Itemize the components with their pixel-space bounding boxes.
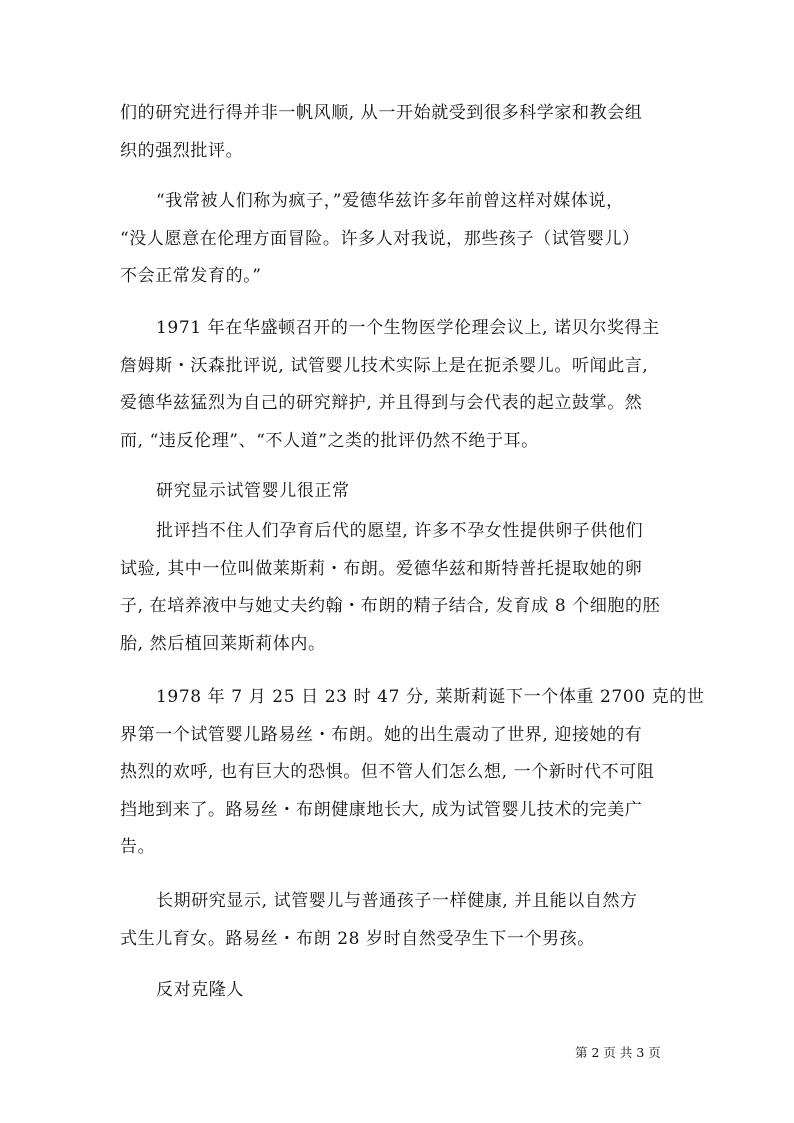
text-line: 织的强烈批评。 (120, 140, 244, 161)
text-line: 批评挡不住人们孕育后代的愿望, 许多不孕女性提供卵子供他们 (156, 521, 644, 541)
paragraph (120, 513, 660, 663)
text-line: 热烈的欢呼, 也有巨大的恐惧。但不管人们怎么想, 一个新时代不可阻 (120, 762, 655, 782)
text-line: 长期研究显示, 试管婴儿与普通孩子一样健康, 并且能以自然方 (156, 891, 638, 911)
text-line: 1971 年在华盛顿召开的一个生物医学伦理会议上, 诺贝尔奖得主 (156, 318, 660, 338)
paragraph (120, 883, 638, 958)
paragraph (120, 95, 642, 170)
text-line: 界第一个试管婴儿路易丝・布朗。她的出生震动了世界, 迎接她的有 (120, 724, 643, 745)
section-heading (120, 473, 350, 511)
text-line: “我常被人们称为疯子，”爱德华兹许多年前曾这样对媒体说， (156, 191, 624, 211)
text-line: 们的研究进行得并非一帆风顺, 从一开始就受到很多科学家和教会组 (120, 103, 643, 123)
paragraph (120, 679, 705, 867)
text-line: 挡地到来了。路易丝・布朗健康地长大, 成为试管婴儿技术的完美广 (120, 799, 643, 820)
text-line: 子, 在培养液中与她丈夫约翰・布朗的精子结合, 发育成 8 个细胞的胚 (120, 596, 661, 616)
text-line: 告。 (120, 837, 156, 857)
paragraph (120, 183, 640, 296)
text-line: 研究显示试管婴儿很正常 (156, 481, 350, 501)
text-line: 反对克隆人 (156, 980, 244, 1000)
text-line: 1978 年 7 月 25 日 23 时 47 分, 莱斯莉诞下一个体重 2700 克的世 (156, 687, 705, 707)
text-line: 爱德华兹猛烈为自己的研究辩护, 并且得到与会代表的起立鼓掌。然 (120, 393, 643, 413)
text-line: 试验, 其中一位叫做莱斯莉・布朗。爱德华兹和斯特普托提取她的卵 (120, 558, 643, 579)
section-heading (120, 972, 244, 1010)
page-number: 第 2 页 共 3 页 (575, 1045, 661, 1060)
text-line: 式生儿育女。路易丝・布朗 28 岁时自然受孕生下一个男孩。 (120, 928, 595, 949)
text-line: 不会正常发育的。” (120, 266, 262, 286)
text-line: 而, “违反伦理”、“不人道”之类的批评仍然不绝于耳。 (120, 430, 539, 451)
text-line: 胎, 然后植回莱斯莉体内。 (120, 633, 326, 654)
paragraph (120, 310, 660, 460)
text-line: “没人愿意在伦理方面冒险。许多人对我说，那些孩子（试管婴儿） (120, 228, 640, 249)
text-line: 詹姆斯・沃森批评说, 试管婴儿技术实际上是在扼杀婴儿。听闻此言, (120, 355, 649, 376)
